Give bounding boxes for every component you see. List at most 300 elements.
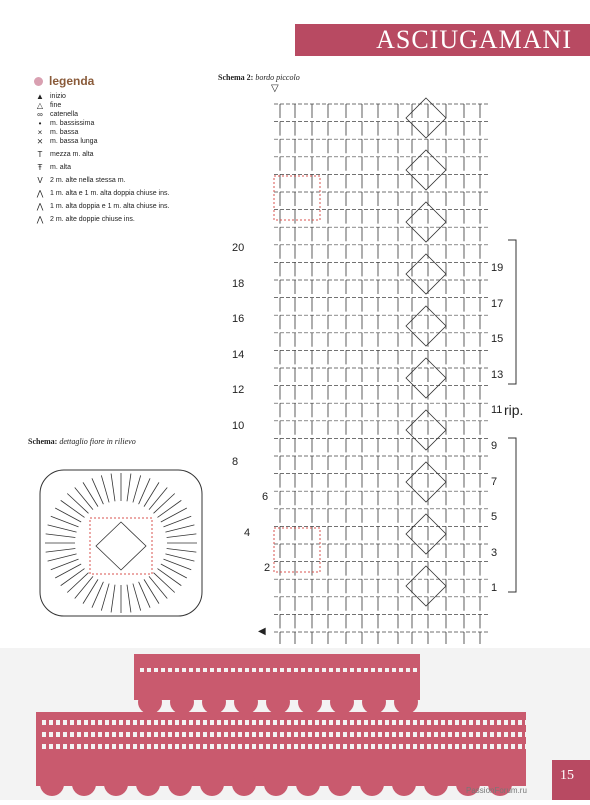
eyelet bbox=[406, 732, 410, 737]
eyelet bbox=[259, 744, 263, 749]
eyelet bbox=[224, 744, 228, 749]
eyelet bbox=[497, 744, 501, 749]
eyelet bbox=[217, 732, 221, 737]
eyelet bbox=[133, 720, 137, 725]
eyelet bbox=[84, 744, 88, 749]
eyelet bbox=[406, 744, 410, 749]
stitch-post bbox=[48, 525, 77, 532]
eyelet bbox=[189, 668, 193, 672]
eyelet bbox=[140, 668, 144, 672]
eyelet bbox=[98, 732, 102, 737]
eyelet bbox=[378, 668, 382, 672]
eyelet bbox=[315, 744, 319, 749]
eyelet bbox=[168, 732, 172, 737]
eyelet bbox=[105, 732, 109, 737]
flower-scallop bbox=[298, 690, 322, 714]
eyelet bbox=[406, 720, 410, 725]
schema-main-caption: Schema 2: bordo piccolo bbox=[218, 73, 300, 82]
eyelet bbox=[126, 744, 130, 749]
eyelet bbox=[322, 668, 326, 672]
stitch-post bbox=[101, 475, 109, 502]
crochet-photo bbox=[0, 648, 590, 800]
eyelet bbox=[357, 732, 361, 737]
eyelet bbox=[42, 720, 46, 725]
cluster-a-icon: ⋀ bbox=[36, 189, 44, 198]
eyelet bbox=[483, 720, 487, 725]
row-number-left: 16 bbox=[232, 313, 245, 326]
eyelet bbox=[266, 744, 270, 749]
eyelet bbox=[266, 732, 270, 737]
start-marker-icon: ◀ bbox=[258, 626, 266, 637]
eyelet bbox=[210, 668, 214, 672]
eyelet bbox=[301, 744, 305, 749]
end-marker-icon: ▽ bbox=[271, 83, 279, 94]
eyelet bbox=[504, 720, 508, 725]
eyelet bbox=[308, 732, 312, 737]
legend-item: Ŧ m. alta bbox=[34, 163, 224, 172]
stitch-post bbox=[55, 564, 81, 578]
eyelet bbox=[350, 668, 354, 672]
stitch-post bbox=[75, 487, 93, 509]
legend-item: ⨯ m. bassa lunga bbox=[34, 137, 224, 146]
eyelet bbox=[245, 720, 249, 725]
eyelet bbox=[441, 720, 445, 725]
eyelet bbox=[343, 668, 347, 672]
eyelet bbox=[238, 720, 242, 725]
header-band bbox=[295, 24, 590, 56]
eyelet bbox=[245, 744, 249, 749]
eyelet bbox=[301, 668, 305, 672]
legend-item: ⋀ 1 m. alta e 1 m. alta doppia chiuse ins. bbox=[34, 189, 224, 198]
eyelet bbox=[119, 720, 123, 725]
stitch-post bbox=[161, 564, 187, 578]
half-double-icon: T bbox=[37, 150, 43, 159]
eyelet bbox=[231, 732, 235, 737]
eyelet bbox=[217, 720, 221, 725]
eyelet bbox=[280, 720, 284, 725]
eyelet bbox=[392, 732, 396, 737]
stitch-post bbox=[67, 573, 88, 593]
eyelet bbox=[105, 720, 109, 725]
stitch-post bbox=[55, 508, 81, 522]
eyelet bbox=[91, 744, 95, 749]
eyelet bbox=[371, 744, 375, 749]
eyelet bbox=[112, 744, 116, 749]
eyelet bbox=[329, 668, 333, 672]
row-number-right: 1 bbox=[491, 582, 498, 595]
v-stitch-icon: V bbox=[37, 176, 43, 185]
eyelet bbox=[231, 744, 235, 749]
flower-scallop bbox=[296, 772, 320, 796]
legend-item: △ fine bbox=[34, 101, 224, 110]
eyelet bbox=[427, 732, 431, 737]
row-number-left: 4 bbox=[244, 526, 251, 539]
row-number-left: 14 bbox=[232, 348, 245, 361]
eyelet bbox=[154, 732, 158, 737]
legend-item: × m. bassa bbox=[34, 128, 224, 137]
eyelet bbox=[378, 744, 382, 749]
eyelet bbox=[175, 744, 179, 749]
eyelet bbox=[245, 668, 249, 672]
eyelet bbox=[133, 732, 137, 737]
stitch-post bbox=[127, 585, 131, 613]
eyelet bbox=[490, 720, 494, 725]
row-number-right: 13 bbox=[491, 368, 504, 381]
row-number-left: 20 bbox=[232, 242, 245, 254]
eyelet bbox=[336, 720, 340, 725]
stitch-post bbox=[154, 494, 175, 514]
eyelet bbox=[189, 744, 193, 749]
eyelet bbox=[161, 744, 165, 749]
eyelet bbox=[203, 744, 207, 749]
eyelet bbox=[70, 732, 74, 737]
stitch-post bbox=[46, 548, 76, 552]
eyelet bbox=[434, 732, 438, 737]
eyelet bbox=[301, 720, 305, 725]
eyelet bbox=[140, 720, 144, 725]
eyelet bbox=[147, 732, 151, 737]
eyelet bbox=[511, 732, 515, 737]
eyelet bbox=[476, 744, 480, 749]
eyelet bbox=[364, 720, 368, 725]
eyelet bbox=[406, 668, 410, 672]
eyelet bbox=[420, 720, 424, 725]
eyelet bbox=[385, 720, 389, 725]
eyelet bbox=[308, 744, 312, 749]
stitch-chart-main bbox=[250, 84, 503, 644]
stitch-post bbox=[51, 516, 79, 527]
chain-icon: ∞ bbox=[37, 110, 43, 119]
eyelet bbox=[329, 744, 333, 749]
stitch-post bbox=[149, 576, 167, 598]
flower-scallop bbox=[202, 690, 226, 714]
stitch-post bbox=[149, 487, 167, 509]
eyelet bbox=[392, 744, 396, 749]
stitch-post bbox=[75, 576, 93, 598]
eyelet bbox=[224, 732, 228, 737]
eyelet bbox=[140, 744, 144, 749]
stitch-post bbox=[157, 569, 181, 586]
eyelet bbox=[49, 720, 53, 725]
eyelet bbox=[119, 732, 123, 737]
stitch-post bbox=[161, 508, 187, 522]
flower-scallop bbox=[360, 772, 384, 796]
flower-scallop bbox=[266, 690, 290, 714]
legend-item: • m. bassissima bbox=[34, 119, 224, 128]
eyelet bbox=[112, 732, 116, 737]
eyelet bbox=[175, 668, 179, 672]
eyelet bbox=[252, 732, 256, 737]
eyelet bbox=[287, 732, 291, 737]
row-number-left: 2 bbox=[264, 562, 271, 575]
eyelet bbox=[462, 744, 466, 749]
eyelet bbox=[413, 668, 417, 672]
flower-scallop bbox=[394, 690, 418, 714]
stitch-post bbox=[154, 573, 175, 593]
eyelet bbox=[343, 720, 347, 725]
eyelet bbox=[231, 720, 235, 725]
eyelet bbox=[273, 720, 277, 725]
eyelet bbox=[217, 668, 221, 672]
eyelet bbox=[413, 720, 417, 725]
stitch-post bbox=[61, 500, 85, 517]
stitch-post bbox=[111, 474, 115, 502]
eyelet bbox=[273, 744, 277, 749]
flower-scallop bbox=[424, 772, 448, 796]
eyelet bbox=[469, 744, 473, 749]
eyelet bbox=[63, 744, 67, 749]
eyelet bbox=[357, 668, 361, 672]
eyelet bbox=[259, 732, 263, 737]
flower-scallop bbox=[330, 690, 354, 714]
eyelet bbox=[161, 720, 165, 725]
watermark: PassionForum.ru bbox=[466, 786, 527, 795]
eyelet bbox=[301, 732, 305, 737]
eyelet bbox=[294, 668, 298, 672]
eyelet bbox=[399, 744, 403, 749]
eyelet bbox=[161, 668, 165, 672]
eyelet bbox=[427, 720, 431, 725]
row-number-right: 9 bbox=[491, 440, 498, 452]
highlight-box bbox=[90, 518, 152, 574]
eyelet bbox=[469, 732, 473, 737]
eyelet bbox=[224, 720, 228, 725]
flower-scallop bbox=[40, 772, 64, 796]
schema-detail-caption: Schema: dettaglio fiore in rilievo bbox=[28, 437, 136, 446]
flower-scallop bbox=[138, 690, 162, 714]
stitch-post bbox=[101, 584, 109, 611]
eyelet bbox=[238, 744, 242, 749]
eyelet bbox=[280, 732, 284, 737]
stitch-post bbox=[163, 559, 191, 570]
eyelet bbox=[154, 720, 158, 725]
eyelet bbox=[399, 720, 403, 725]
eyelet bbox=[371, 668, 375, 672]
eyelet bbox=[392, 668, 396, 672]
eyelet bbox=[294, 720, 298, 725]
eyelet bbox=[252, 720, 256, 725]
eyelet bbox=[490, 732, 494, 737]
eyelet bbox=[504, 732, 508, 737]
eyelet bbox=[63, 732, 67, 737]
eyelet bbox=[98, 720, 102, 725]
eyelet bbox=[525, 720, 529, 725]
flower-scallop bbox=[136, 772, 160, 796]
stitch-post bbox=[133, 584, 141, 611]
eyelet bbox=[336, 668, 340, 672]
eyelet bbox=[385, 668, 389, 672]
row-number-left: 12 bbox=[232, 384, 245, 397]
eyelet bbox=[168, 744, 172, 749]
stitch-post bbox=[167, 548, 197, 552]
row-number-left: 6 bbox=[262, 491, 269, 504]
eyelet bbox=[147, 668, 151, 672]
eyelet bbox=[42, 732, 46, 737]
eyelet bbox=[308, 720, 312, 725]
eyelet bbox=[259, 668, 263, 672]
legend-item: ▲ inizio bbox=[34, 92, 224, 101]
eyelet bbox=[252, 668, 256, 672]
eyelet bbox=[196, 720, 200, 725]
eyelet bbox=[91, 720, 95, 725]
eyelet bbox=[364, 744, 368, 749]
flower-scallop bbox=[170, 690, 194, 714]
legend-list bbox=[34, 92, 224, 224]
eyelet bbox=[315, 668, 319, 672]
legend-bullet-icon bbox=[34, 77, 43, 86]
eyelet bbox=[455, 744, 459, 749]
eyelet bbox=[392, 720, 396, 725]
eyelet bbox=[308, 668, 312, 672]
eyelet bbox=[273, 732, 277, 737]
eyelet bbox=[294, 744, 298, 749]
eyelet bbox=[497, 732, 501, 737]
eyelet bbox=[56, 720, 60, 725]
eyelet bbox=[378, 732, 382, 737]
row-number-left: 10 bbox=[232, 420, 245, 432]
double-icon: Ŧ bbox=[37, 163, 43, 172]
eyelet bbox=[280, 668, 284, 672]
eyelet bbox=[315, 720, 319, 725]
eyelet bbox=[203, 668, 207, 672]
eyelet bbox=[112, 720, 116, 725]
eyelet bbox=[385, 732, 389, 737]
stitch-post bbox=[51, 559, 79, 570]
eyelet bbox=[133, 744, 137, 749]
eyelet bbox=[511, 720, 515, 725]
eyelet bbox=[182, 744, 186, 749]
eyelet bbox=[203, 732, 207, 737]
eyelet bbox=[462, 732, 466, 737]
stitch-post bbox=[67, 494, 88, 514]
dot-icon: • bbox=[38, 119, 42, 128]
eyelet bbox=[336, 732, 340, 737]
eyelet bbox=[287, 720, 291, 725]
eyelet bbox=[140, 732, 144, 737]
flower-scallop bbox=[168, 772, 192, 796]
eyelet bbox=[343, 744, 347, 749]
eyelet bbox=[462, 720, 466, 725]
repeat-label: rip. bbox=[504, 402, 524, 418]
eyelet bbox=[56, 732, 60, 737]
eyelet bbox=[70, 720, 74, 725]
eyelet bbox=[168, 720, 172, 725]
eyelet bbox=[420, 732, 424, 737]
eyelet bbox=[413, 744, 417, 749]
eyelet bbox=[266, 668, 270, 672]
stitch-chart-flower bbox=[28, 460, 214, 626]
eyelet bbox=[245, 732, 249, 737]
eyelet bbox=[63, 720, 67, 725]
eyelet bbox=[105, 744, 109, 749]
eyelet bbox=[273, 668, 277, 672]
eyelet bbox=[350, 732, 354, 737]
eyelet bbox=[175, 720, 179, 725]
highlight-box bbox=[274, 176, 320, 220]
eyelet bbox=[84, 720, 88, 725]
eyelet bbox=[497, 720, 501, 725]
legend-item: V 2 m. alte nella stessa m. bbox=[34, 176, 224, 185]
eyelet bbox=[357, 720, 361, 725]
eyelet bbox=[217, 744, 221, 749]
eyelet bbox=[469, 720, 473, 725]
eyelet bbox=[448, 720, 452, 725]
eyelet bbox=[196, 668, 200, 672]
eyelet bbox=[210, 732, 214, 737]
row-number-right: 15 bbox=[491, 333, 504, 346]
eyelet bbox=[476, 720, 480, 725]
eyelet bbox=[168, 668, 172, 672]
eyelet bbox=[119, 744, 123, 749]
eyelet bbox=[364, 732, 368, 737]
eyelet bbox=[224, 668, 228, 672]
eyelet bbox=[371, 720, 375, 725]
stitch-post bbox=[165, 525, 194, 532]
eyelet bbox=[413, 732, 417, 737]
eyelet bbox=[441, 732, 445, 737]
eyelet bbox=[294, 732, 298, 737]
eyelet bbox=[504, 744, 508, 749]
eyelet bbox=[280, 744, 284, 749]
eyelet bbox=[238, 732, 242, 737]
stitch-post bbox=[157, 500, 181, 517]
stitch-post bbox=[111, 585, 115, 613]
legend-item: T mezza m. alta bbox=[34, 150, 224, 159]
eyelet bbox=[525, 744, 529, 749]
eyelet bbox=[196, 732, 200, 737]
eyelet bbox=[371, 732, 375, 737]
eyelet bbox=[518, 732, 522, 737]
eyelet bbox=[189, 732, 193, 737]
row-number-right: 5 bbox=[491, 511, 498, 524]
diamond-motif bbox=[96, 522, 146, 570]
eyelet bbox=[350, 744, 354, 749]
eyelet bbox=[476, 732, 480, 737]
eyelet bbox=[238, 668, 242, 672]
eyelet bbox=[98, 744, 102, 749]
eyelet bbox=[385, 744, 389, 749]
triangle-outline-icon: △ bbox=[36, 101, 44, 110]
eyelet bbox=[434, 744, 438, 749]
eyelet bbox=[147, 720, 151, 725]
flower-scallop bbox=[392, 772, 416, 796]
eyelet bbox=[77, 744, 81, 749]
eyelet bbox=[252, 744, 256, 749]
eyelet bbox=[91, 732, 95, 737]
eyelet bbox=[175, 732, 179, 737]
eyelet bbox=[182, 668, 186, 672]
eyelet bbox=[210, 720, 214, 725]
row-number-right: 17 bbox=[491, 297, 504, 310]
eyelet bbox=[203, 720, 207, 725]
eyelet bbox=[189, 720, 193, 725]
eyelet bbox=[56, 744, 60, 749]
flower-scallop bbox=[328, 772, 352, 796]
row-number-left: 8 bbox=[232, 455, 239, 468]
eyelet bbox=[126, 720, 130, 725]
eyelet bbox=[210, 744, 214, 749]
eyelet bbox=[315, 732, 319, 737]
flower-scallop bbox=[362, 690, 386, 714]
eyelet bbox=[322, 732, 326, 737]
eyelet bbox=[511, 744, 515, 749]
legend-item: ∞ catenella bbox=[34, 110, 224, 119]
eyelet bbox=[49, 732, 53, 737]
cluster-c-icon: ⋀ bbox=[36, 215, 44, 224]
eyelet bbox=[322, 720, 326, 725]
flower-scallop bbox=[104, 772, 128, 796]
cross-icon: × bbox=[37, 128, 43, 137]
